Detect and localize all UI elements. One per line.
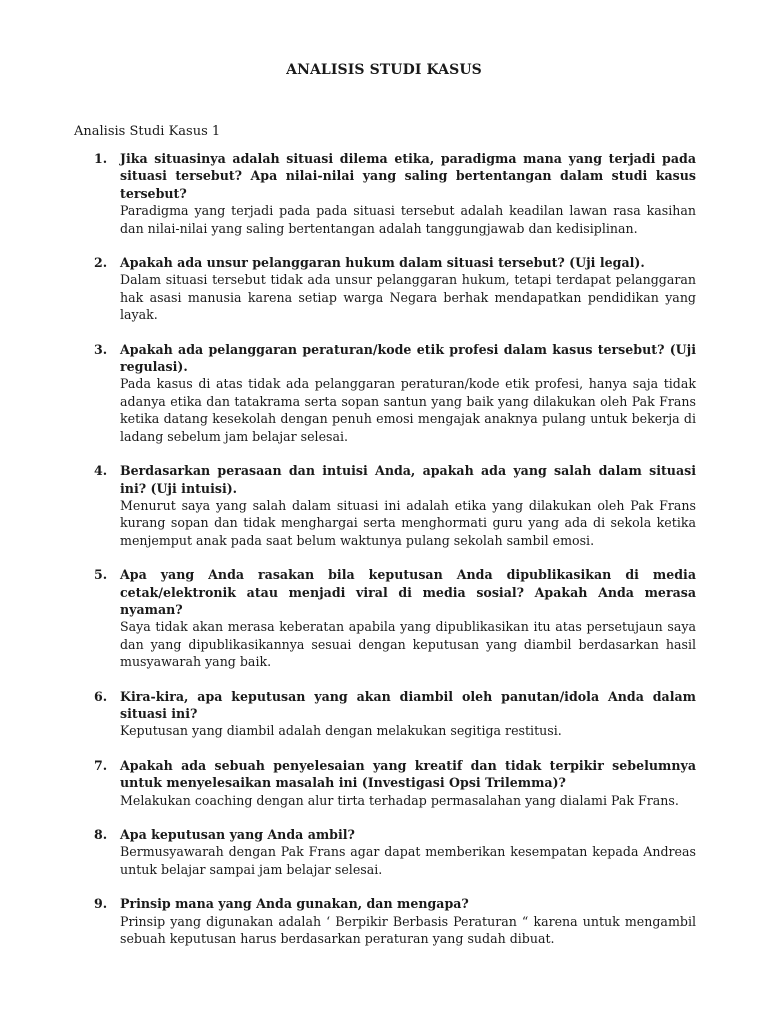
- answer-text: Prinsip yang digunakan adalah ‘ Berpikir Berbasis Peraturan “ karena untuk mengambil sebuah keputusan harus berdasarkan peraturan yang sudah dibuat.: [120, 913, 696, 947]
- question-list: [74, 150, 696, 964]
- question-number: 6.: [94, 688, 108, 704]
- answer-text: Keputusan yang diambil adalah dengan melakukan segitiga restitusi.: [120, 723, 562, 739]
- question-text: Apakah ada sebuah penyelesaian yang kreatif dan tidak terpikir sebelumnya untuk menyelesaikan masalah ini (Investigasi Opsi Trilemma)?: [120, 757, 696, 791]
- question-text: Berdasarkan perasaan dan intuisi Anda, apakah ada yang salah dalam situasi ini? (Uji intuisi).: [120, 463, 696, 496]
- section-heading: Analisis Studi Kasus 1: [74, 124, 221, 139]
- question-text: Apakah ada pelanggaran peraturan/kode etik profesi dalam kasus tersebut? (Uji regulasi).: [120, 341, 696, 375]
- answer-text: Saya tidak akan merasa keberatan apabila yang dipublikasikan itu atas persetujaun saya dan yang dipublikasikannya sesuai dengan keputusan yang diambil berdasarkan hasil musyawarah yang baik.: [120, 619, 696, 670]
- question-item-4: [74, 462, 696, 549]
- question-item-6: [74, 688, 696, 740]
- question-number: 3.: [94, 341, 108, 357]
- question-number: 2.: [94, 255, 108, 271]
- answer-text: Pada kasus di atas tidak ada pelanggaran peraturan/kode etik profesi, hanya saja tidak adanya etika dan tatakrama serta sopan santun yang baik yang dilakukan oleh Pak Frans ketika datang kesekolah dengan penuh emosi mengajak anaknya pulang untuk bekerja di ladang sebelum jam belajar selesai.: [120, 376, 696, 444]
- question-item-2: [74, 254, 696, 324]
- question-item-5: [74, 566, 696, 670]
- question-item-9: [74, 895, 696, 947]
- answer-text: Bermusyawarah dengan Pak Frans agar dapat memberikan kesempatan kepada Andreas untuk belajar sampai jam belajar selesai.: [120, 844, 696, 877]
- question-number: 7.: [94, 757, 108, 773]
- question-number: 9.: [94, 896, 108, 912]
- document-title: ANALISIS STUDI KASUS: [286, 62, 482, 78]
- question-text: Kira-kira, apa keputusan yang akan diambil oleh panutan/idola Anda dalam situasi ini?: [120, 688, 696, 721]
- question-text: Jika situasinya adalah situasi dilema etika, paradigma mana yang terjadi pada situasi tersebut? Apa nilai-nilai yang saling bertentangan dalam studi kasus tersebut?: [120, 151, 696, 201]
- answer-text: Dalam situasi tersebut tidak ada unsur pelanggaran hukum, tetapi terdapat pelanggaran hak asasi manusia karena setiap warga Negara berhak mendapatkan pendidikan yang layak.: [120, 272, 696, 323]
- question-item-7: [74, 757, 696, 809]
- question-text: Prinsip mana yang Anda gunakan, dan mengapa?: [120, 896, 469, 912]
- question-number: 8.: [94, 827, 108, 842]
- question-item-3: [74, 341, 696, 445]
- question-number: 5.: [94, 567, 108, 583]
- question-text: Apakah ada unsur pelanggaran hukum dalam situasi tersebut? (Uji legal).: [120, 255, 645, 271]
- answer-text: Melakukan coaching dengan alur tirta terhadap permasalahan yang dialami Pak Frans.: [120, 792, 679, 808]
- answer-text: Menurut saya yang salah dalam situasi ini adalah etika yang dilakukan oleh Pak Frans kurang sopan dan tidak menghargai serta menghormati guru yang ada di sekola ketika menjemput anak pada saat belum waktunya pulang sekolah sambil emosi.: [120, 497, 696, 548]
- question-number: 4.: [94, 463, 108, 479]
- question-number: 1.: [94, 151, 108, 166]
- question-item-1: [74, 150, 696, 237]
- question-text: Apa keputusan yang Anda ambil?: [120, 827, 355, 842]
- answer-text: Paradigma yang terjadi pada pada situasi tersebut adalah keadilan lawan rasa kasihan dan nilai-nilai yang saling bertentangan adalah tanggungjawab dan kedisiplinan.: [120, 203, 696, 236]
- question-text: Apa yang Anda rasakan bila keputusan Anda dipublikasikan di media cetak/elektronik atau menjadi viral di media sosial? Apakah Anda merasa nyaman?: [120, 567, 696, 617]
- question-item-8: [74, 826, 696, 878]
